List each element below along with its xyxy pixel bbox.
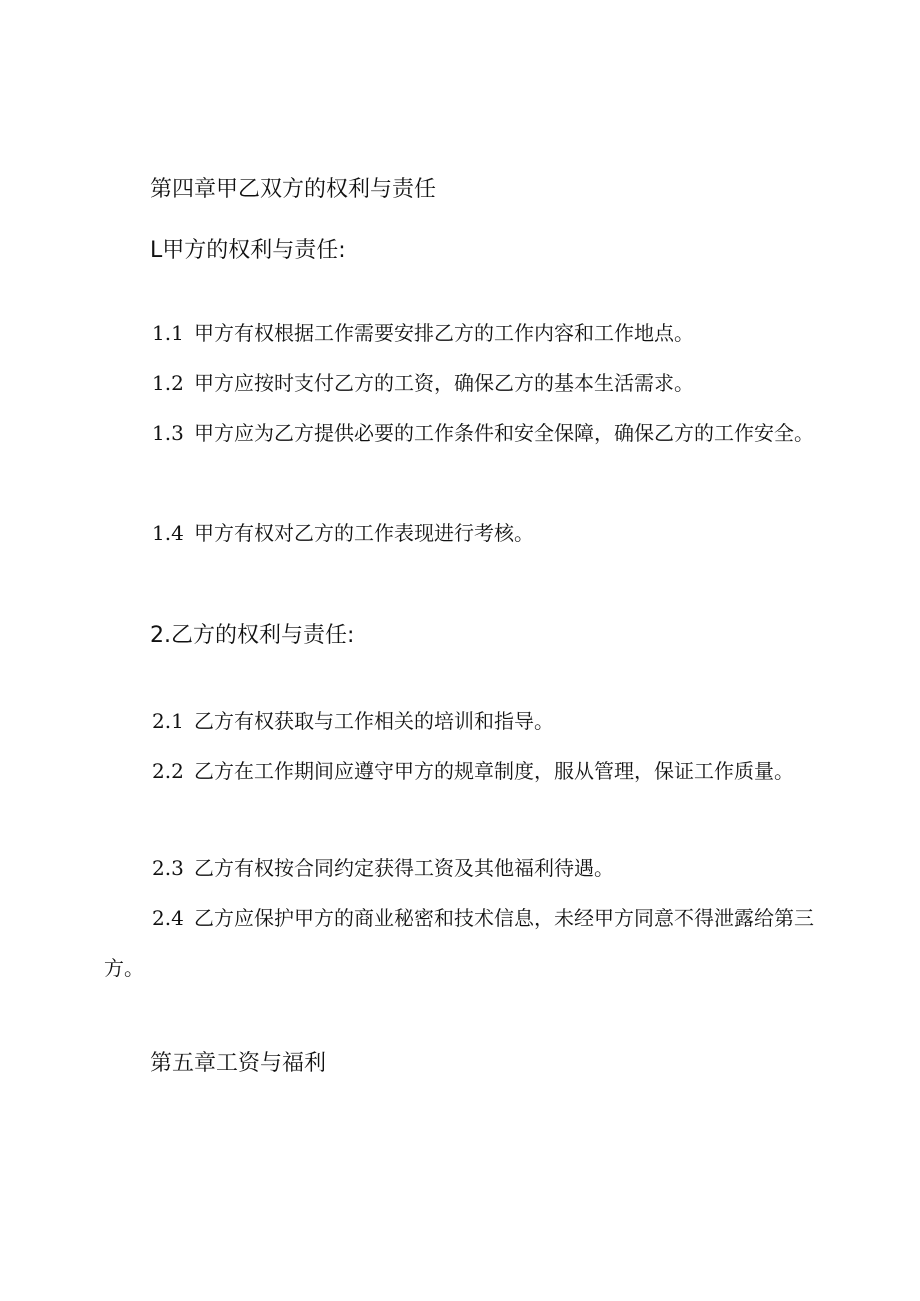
clause-1-3 — [104, 408, 820, 458]
clause-text: 甲方有权根据工作需要安排乙方的工作内容和工作地点。 — [194, 321, 694, 345]
clause-text: 乙方在工作期间应遵守甲方的规章制度，服从管理，保证工作质量。 — [194, 759, 794, 783]
clause-text: 乙方有权获取与工作相关的培训和指导。 — [194, 709, 554, 733]
clause-2-3 — [104, 843, 820, 893]
clause-text: 甲方有权对乙方的工作表现进行考核。 — [194, 521, 534, 545]
clause-text: 甲方应按时支付乙方的工资，确保乙方的基本生活需求。 — [194, 371, 694, 395]
clause-2-1 — [104, 696, 820, 746]
clause-number: 1.4 — [152, 521, 184, 545]
clause-number: 1.2 — [152, 371, 184, 395]
section-1-heading: L甲方的权利与责任: — [150, 238, 346, 263]
clause-1-1 — [104, 308, 820, 358]
clause-text: 甲方应为乙方提供必要的工作条件和安全保障，确保乙方的工作安全。 — [194, 421, 814, 445]
section-2-heading: 2.乙方的权利与责任: — [150, 623, 355, 648]
chapter-4-title: 第四章甲乙双方的权利与责任 — [150, 177, 437, 202]
clause-number: 2.4 — [152, 906, 184, 930]
clause-text: 乙方有权按合同约定获得工资及其他福利待遇。 — [194, 856, 614, 880]
clause-number: 2.3 — [152, 856, 184, 880]
chapter-5-title: 第五章工资与福利 — [150, 1051, 327, 1076]
clause-text: 乙方应保护甲方的商业秘密和技术信息，未经甲方同意不得泄露给第三方。 — [104, 906, 814, 980]
clause-2-2 — [104, 746, 820, 796]
clause-2-4 — [104, 893, 820, 993]
clause-1-4 — [104, 508, 820, 558]
clause-number: 1.3 — [152, 421, 184, 445]
clause-number: 2.1 — [152, 709, 184, 733]
clause-number: 2.2 — [152, 759, 184, 783]
clause-1-2 — [104, 358, 820, 408]
clause-number: 1.1 — [152, 321, 184, 345]
